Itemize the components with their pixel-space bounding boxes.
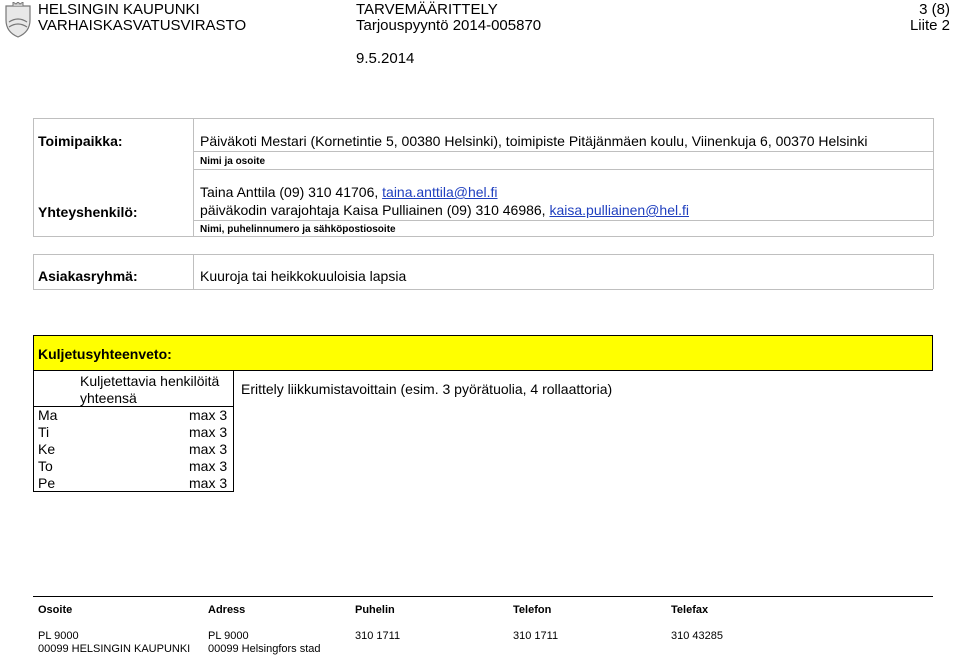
toimipaikka-value: Päiväkoti Mestari (Kornetintie 5, 00380 Helsinki), toimipiste Pitäjänmäen koulu, Viinenkuja 6, 00370 Helsinki [200,133,868,149]
yhteyshenkilo-label: Yhteyshenkilö: [38,204,138,220]
document-reference: Tarjouspyyntö 2014-005870 [356,17,542,34]
footer-osoite-city: 00099 HELSINGIN KAUPUNKI [38,643,191,655]
toimipaikka-label: Toimipaikka: [38,133,123,149]
footer-header-adress: Adress [208,604,246,616]
footer-header-puhelin: Puhelin [355,604,395,616]
footer-adress-city: 00099 Helsingfors stad [208,643,321,655]
day-label: Ti [38,424,50,440]
contact-2-email-link[interactable]: kaisa.pulliainen@hel.fi [549,202,689,218]
day-label: To [38,458,53,474]
footer-adress-po: PL 9000 [208,630,249,642]
footer-telefon-number: 310 1711 [513,630,559,642]
contact-1-text: Taina Anttila (09) 310 41706, [200,184,383,200]
footer-puhelin-number: 310 1711 [355,630,401,642]
col-total-header-line2: yhteensä [80,390,137,406]
footer-header-osoite: Osoite [38,604,73,616]
footer-osoite-po: PL 9000 [38,630,79,642]
day-count: max 3 [189,441,228,457]
day-label: Ma [38,407,58,423]
document-date: 9.5.2014 [356,50,415,67]
org-department: VARHAISKASVATUSVIRASTO [38,17,247,34]
kuljetus-title: Kuljetusyhteenveto: [38,346,172,362]
page-number: 3 (8) [919,1,950,18]
contact-1-email-link[interactable]: taina.anttila@hel.fi [382,184,498,200]
document-title: TARVEMÄÄRITTELY [356,1,498,18]
day-label: Ke [38,441,56,457]
asiakasryhma-value: Kuuroja tai heikkokuuloisia lapsia [200,268,407,284]
footer-header-telefax: Telefax [671,604,709,616]
footer-telefax-number: 310 43285 [671,630,723,642]
contact-line-2 [200,202,689,218]
day-count: max 3 [189,407,228,423]
attachment-label: Liite 2 [909,17,950,34]
toimipaikka-hint: Nimi ja osoite [200,156,266,167]
footer-header-telefon: Telefon [513,604,552,616]
helsinki-crest-icon [4,2,32,38]
day-count: max 3 [189,458,228,474]
day-count: max 3 [189,424,228,440]
col-details-header: Erittely liikkumistavoittain (esim. 3 pyörätuolia, 4 rollaattoria) [241,381,613,397]
contact-2-text: päiväkodin varajohtaja Kaisa Pulliainen (09) 310 46986, [200,202,550,218]
yhteyshenkilo-hint: Nimi, puhelinnumero ja sähköpostiosoite [200,224,396,235]
day-count: max 3 [189,475,228,491]
day-label: Pe [38,475,56,491]
contact-line-1 [200,184,498,200]
asiakasryhma-label: Asiakasryhmä: [38,268,138,284]
col-total-header-line1: Kuljetettavia henkilöitä [80,373,220,389]
org-name: HELSINGIN KAUPUNKI [38,1,200,18]
